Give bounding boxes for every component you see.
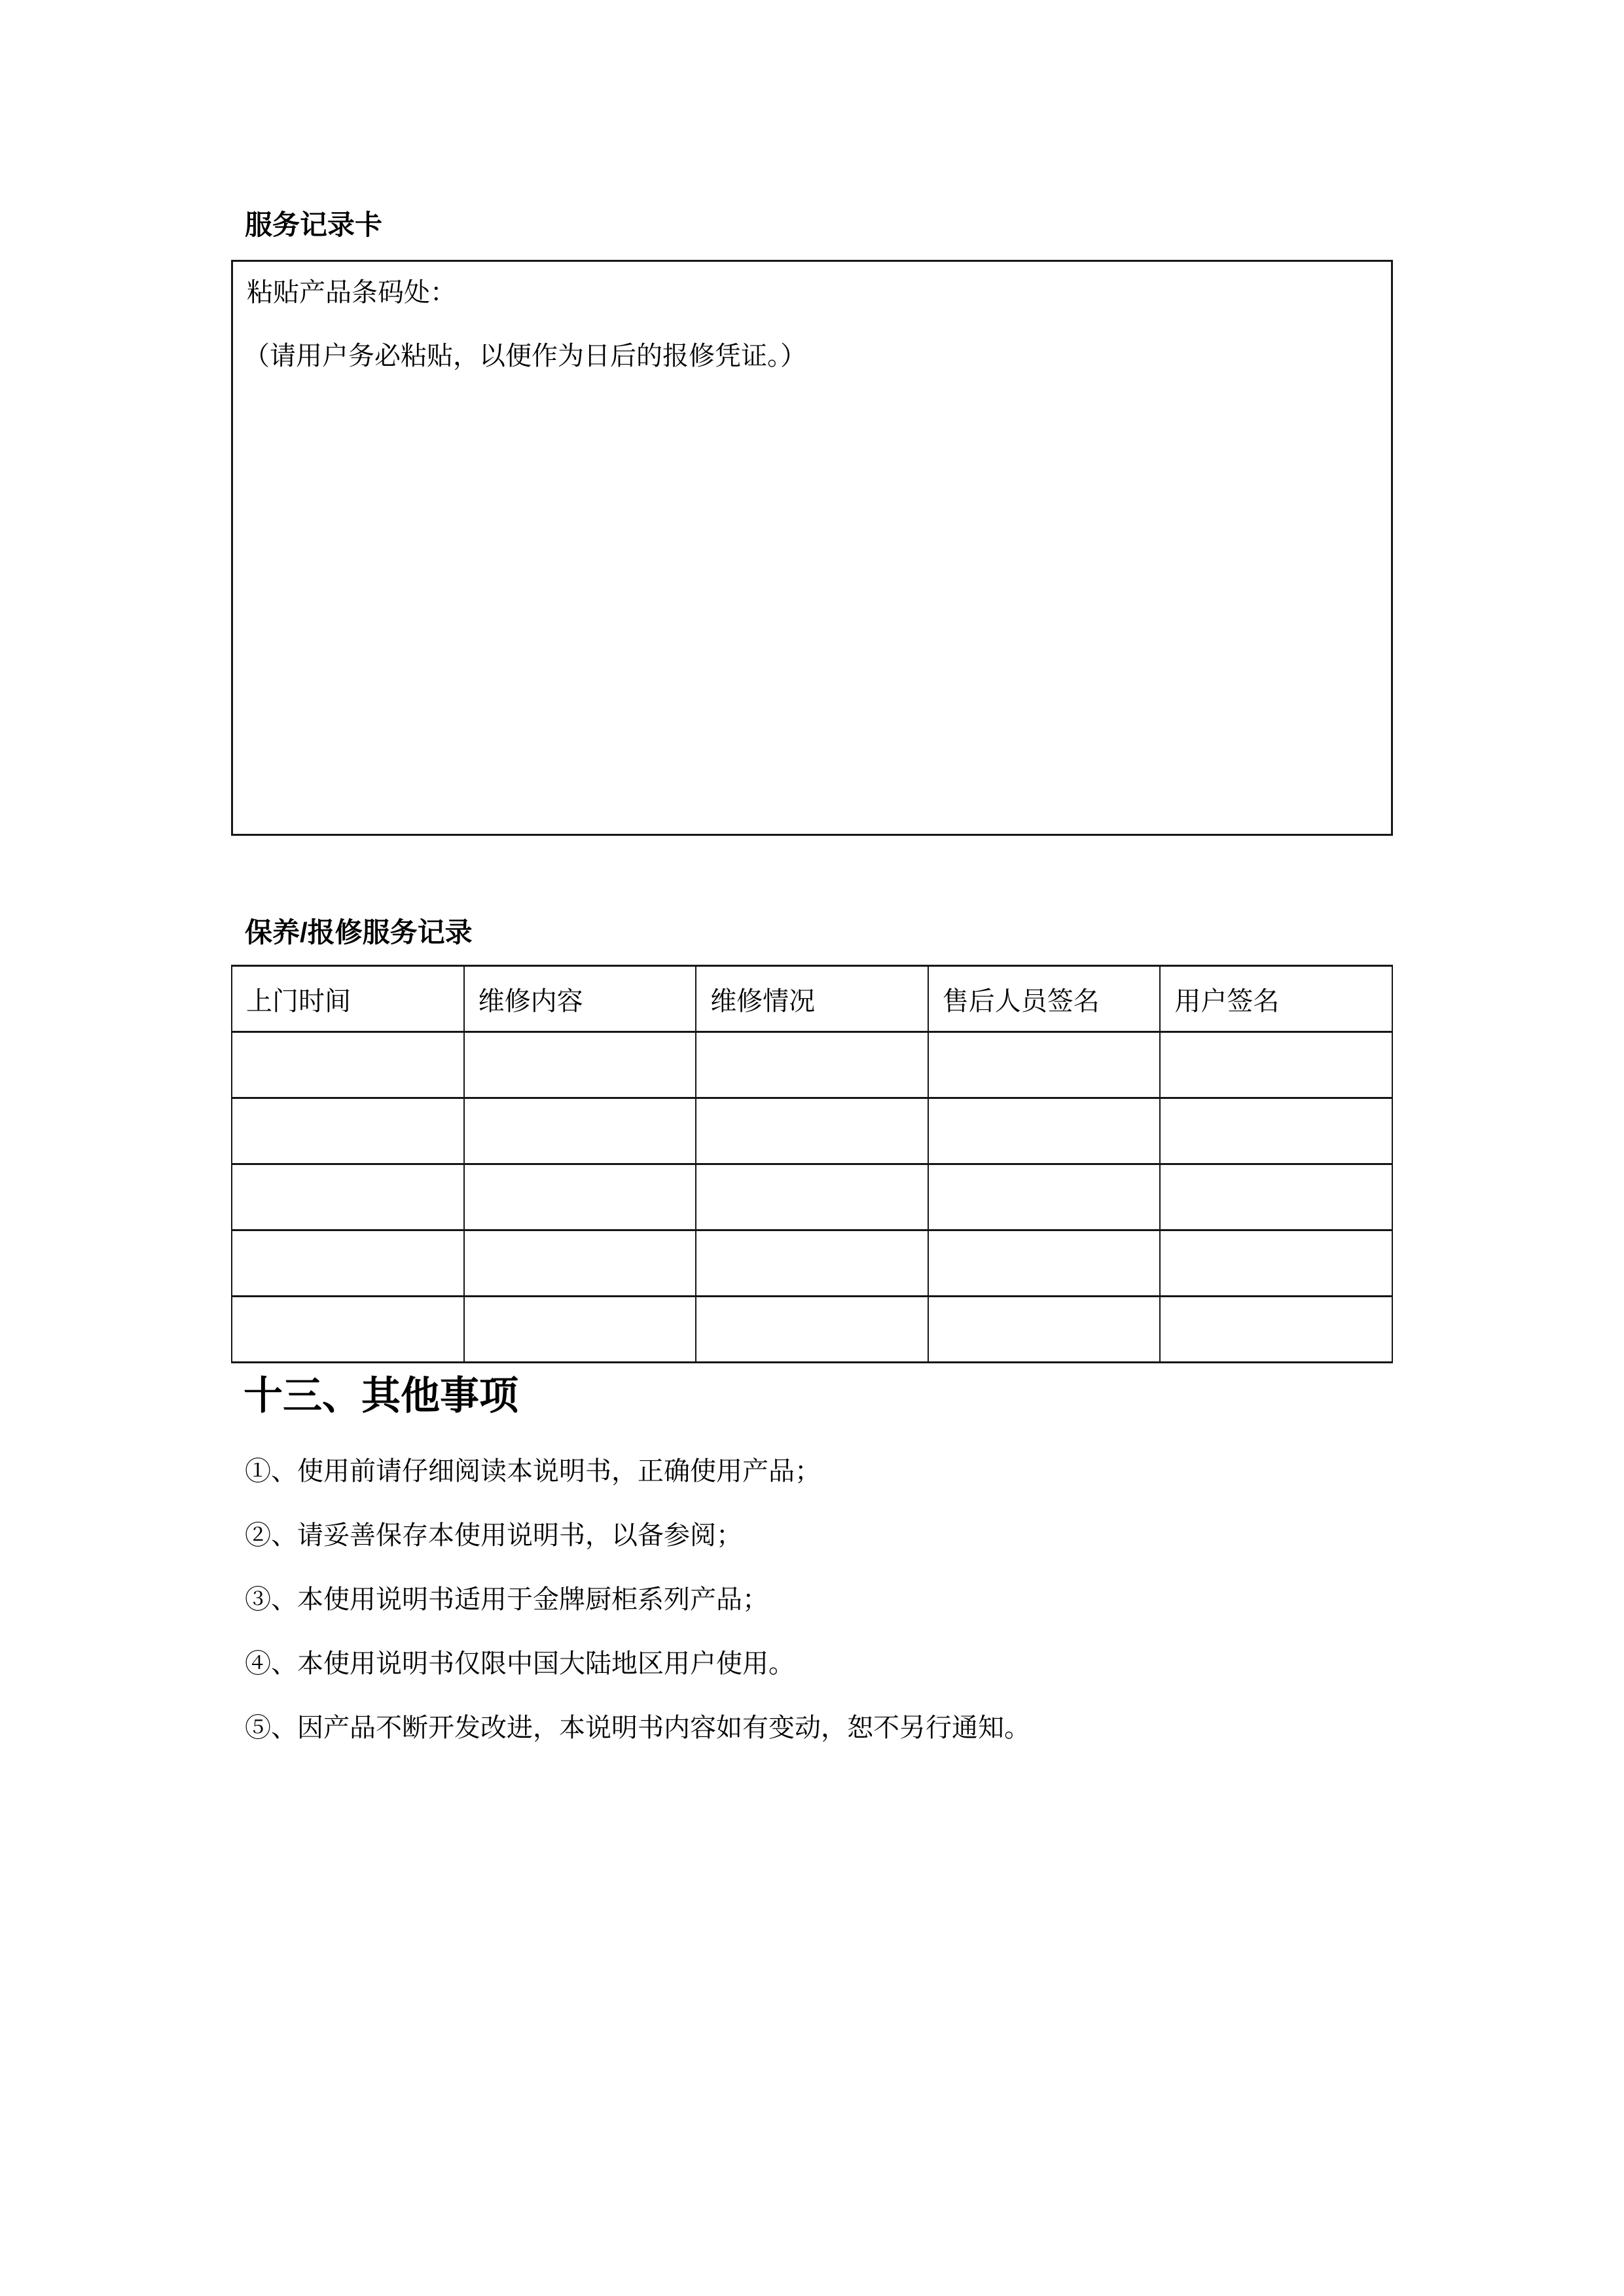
table-cell-empty bbox=[928, 1297, 1161, 1363]
table-row bbox=[232, 1032, 1392, 1098]
table-cell-empty bbox=[928, 1032, 1161, 1098]
table-cell-empty bbox=[1160, 1230, 1392, 1297]
table-cell-empty bbox=[464, 1098, 696, 1164]
table-cell-empty bbox=[1160, 1098, 1392, 1164]
table-cell-empty bbox=[464, 1230, 696, 1297]
other-matters-item: ③、本使用说明书适用于金牌厨柜系列产品； bbox=[245, 1585, 768, 1614]
table-cell-empty bbox=[928, 1230, 1161, 1297]
service-record-table bbox=[231, 965, 1393, 1363]
table-cell-empty bbox=[928, 1164, 1161, 1230]
table-cell-empty bbox=[232, 1032, 464, 1098]
table-header-repair-status: 维修情况 bbox=[696, 966, 928, 1032]
table-cell-empty bbox=[928, 1098, 1161, 1164]
table-cell-empty bbox=[696, 1297, 928, 1363]
barcode-paste-box bbox=[231, 260, 1393, 836]
table-cell-empty bbox=[696, 1230, 928, 1297]
table-cell-empty bbox=[232, 1164, 464, 1230]
service-card-title: 服务记录卡 bbox=[245, 209, 383, 240]
table-row bbox=[232, 1230, 1392, 1297]
table-header-user-signature: 用户签名 bbox=[1160, 966, 1392, 1032]
table-row bbox=[232, 1297, 1392, 1363]
table-cell-empty bbox=[464, 1032, 696, 1098]
table-cell-empty bbox=[696, 1032, 928, 1098]
other-matters-item: ④、本使用说明书仅限中国大陆地区用户使用。 bbox=[245, 1649, 795, 1678]
table-header-visit-time: 上门时间 bbox=[232, 966, 464, 1032]
other-matters-item: ⑤、因产品不断开发改进，本说明书内容如有变动，恕不另行通知。 bbox=[245, 1713, 1030, 1742]
table-cell-empty bbox=[464, 1297, 696, 1363]
table-cell-empty bbox=[232, 1230, 464, 1297]
table-cell-empty bbox=[1160, 1297, 1392, 1363]
table-cell-empty bbox=[1160, 1032, 1392, 1098]
table-cell-empty bbox=[232, 1297, 464, 1363]
table-cell-empty bbox=[696, 1098, 928, 1164]
table-cell-empty bbox=[1160, 1164, 1392, 1230]
table-header-row bbox=[232, 966, 1392, 1032]
table-header-staff-signature: 售后人员签名 bbox=[928, 966, 1161, 1032]
table-row bbox=[232, 1164, 1392, 1230]
service-table-body bbox=[232, 1032, 1392, 1363]
table-cell-empty bbox=[696, 1164, 928, 1230]
table-row bbox=[232, 1098, 1392, 1164]
other-matters-title: 十三、其他事项 bbox=[244, 1374, 518, 1418]
other-matters-item: ②、请妥善保存本使用说明书，以备参阅； bbox=[245, 1521, 742, 1550]
table-cell-empty bbox=[232, 1098, 464, 1164]
barcode-box-label: 粘贴产品条码处： bbox=[247, 278, 456, 307]
table-header-repair-content: 维修内容 bbox=[464, 966, 696, 1032]
other-matters-item: ①、使用前请仔细阅读本说明书，正确使用产品； bbox=[245, 1457, 821, 1486]
table-cell-empty bbox=[464, 1164, 696, 1230]
maintenance-record-title: 保养/报修服务记录 bbox=[245, 917, 473, 948]
barcode-box-note: （请用户务必粘贴，以便作为日后的报修凭证。） bbox=[244, 342, 806, 370]
